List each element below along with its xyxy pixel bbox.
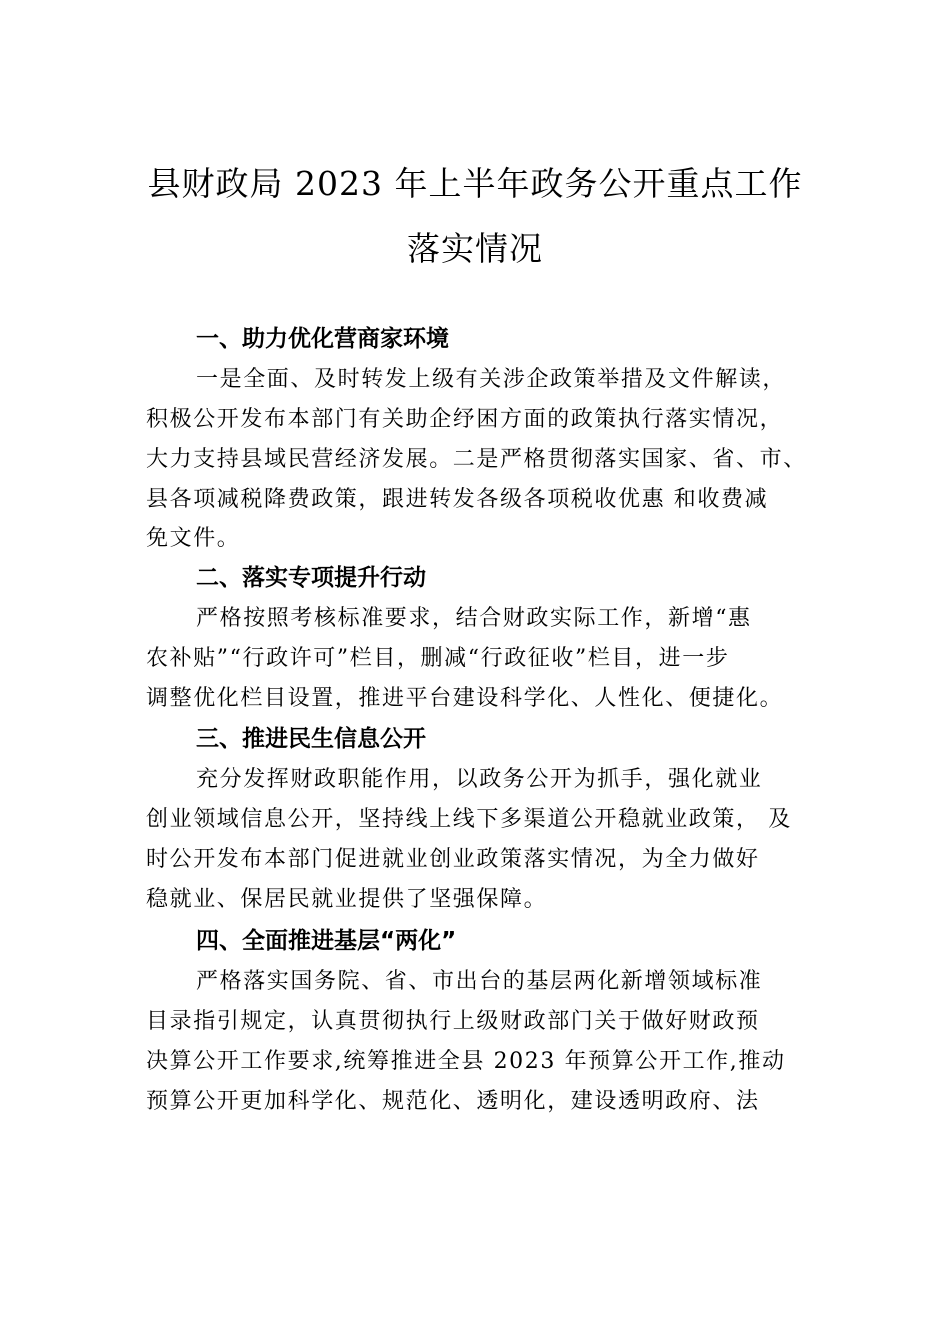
section-3-line-4: 稳就业、保居民就业提供了坚强保障。 (146, 887, 548, 912)
section-1-line-1: 一是全面、及时转发上级有关涉企政策举措及文件解读， (196, 367, 787, 392)
document-title-line-2: 落实情况 (407, 229, 543, 268)
section-1-line-5: 免文件。 (146, 526, 241, 551)
section-1-line-4: 县各项减税降费政策，跟进转发各级各项税收优惠 和收费减 (146, 487, 769, 512)
section-2-heading: 二、落实专项提升行动 (196, 565, 426, 591)
section-3-line-2: 创业领域信息公开，坚持线上线下多渠道公开稳就业政策， 及 (146, 807, 792, 832)
section-4-line-3: 决算公开工作要求,统筹推进全县 2023 年预算公开工作,推动 (146, 1049, 786, 1074)
section-4-line-2: 目录指引规定，认真贯彻执行上级财政部门关于做好财政预 (146, 1009, 760, 1034)
section-1-line-3: 大力支持县域民营经济发展。二是严格贯彻落实国家、省、市、 (146, 447, 807, 472)
section-4-line-4: 预算公开更加科学化、规范化、透明化，建设透明政府、法 (146, 1089, 760, 1114)
section-1-line-2: 积极公开发布本部门有关助企纾困方面的政策执行落实情况， (146, 407, 784, 432)
section-3-line-3: 时公开发布本部门促进就业创业政策落实情况，为全力做好 (146, 847, 760, 872)
section-3-heading: 三、推进民生信息公开 (196, 726, 426, 752)
section-2-line-2: 农补贴”“行政许可”栏目，删减“行政征收”栏目，进一步 (146, 646, 730, 671)
section-1-heading: 一、助力优化营商家环境 (196, 326, 449, 352)
section-4-line-1: 严格落实国务院、省、市出台的基层两化新增领域标准 (196, 969, 763, 994)
document-title-line-1: 县财政局 2023 年上半年政务公开重点工作 (147, 164, 803, 203)
section-2-line-1: 严格按照考核标准要求，结合财政实际工作，新增“惠 (196, 606, 752, 631)
section-4-heading: 四、全面推进基层“两化” (196, 928, 457, 954)
section-2-line-3: 调整优化栏目设置，推进平台建设科学化、人性化、便捷化。 (146, 686, 784, 711)
section-3-line-1: 充分发挥财政职能作用，以政务公开为抓手，强化就业 (196, 767, 763, 792)
